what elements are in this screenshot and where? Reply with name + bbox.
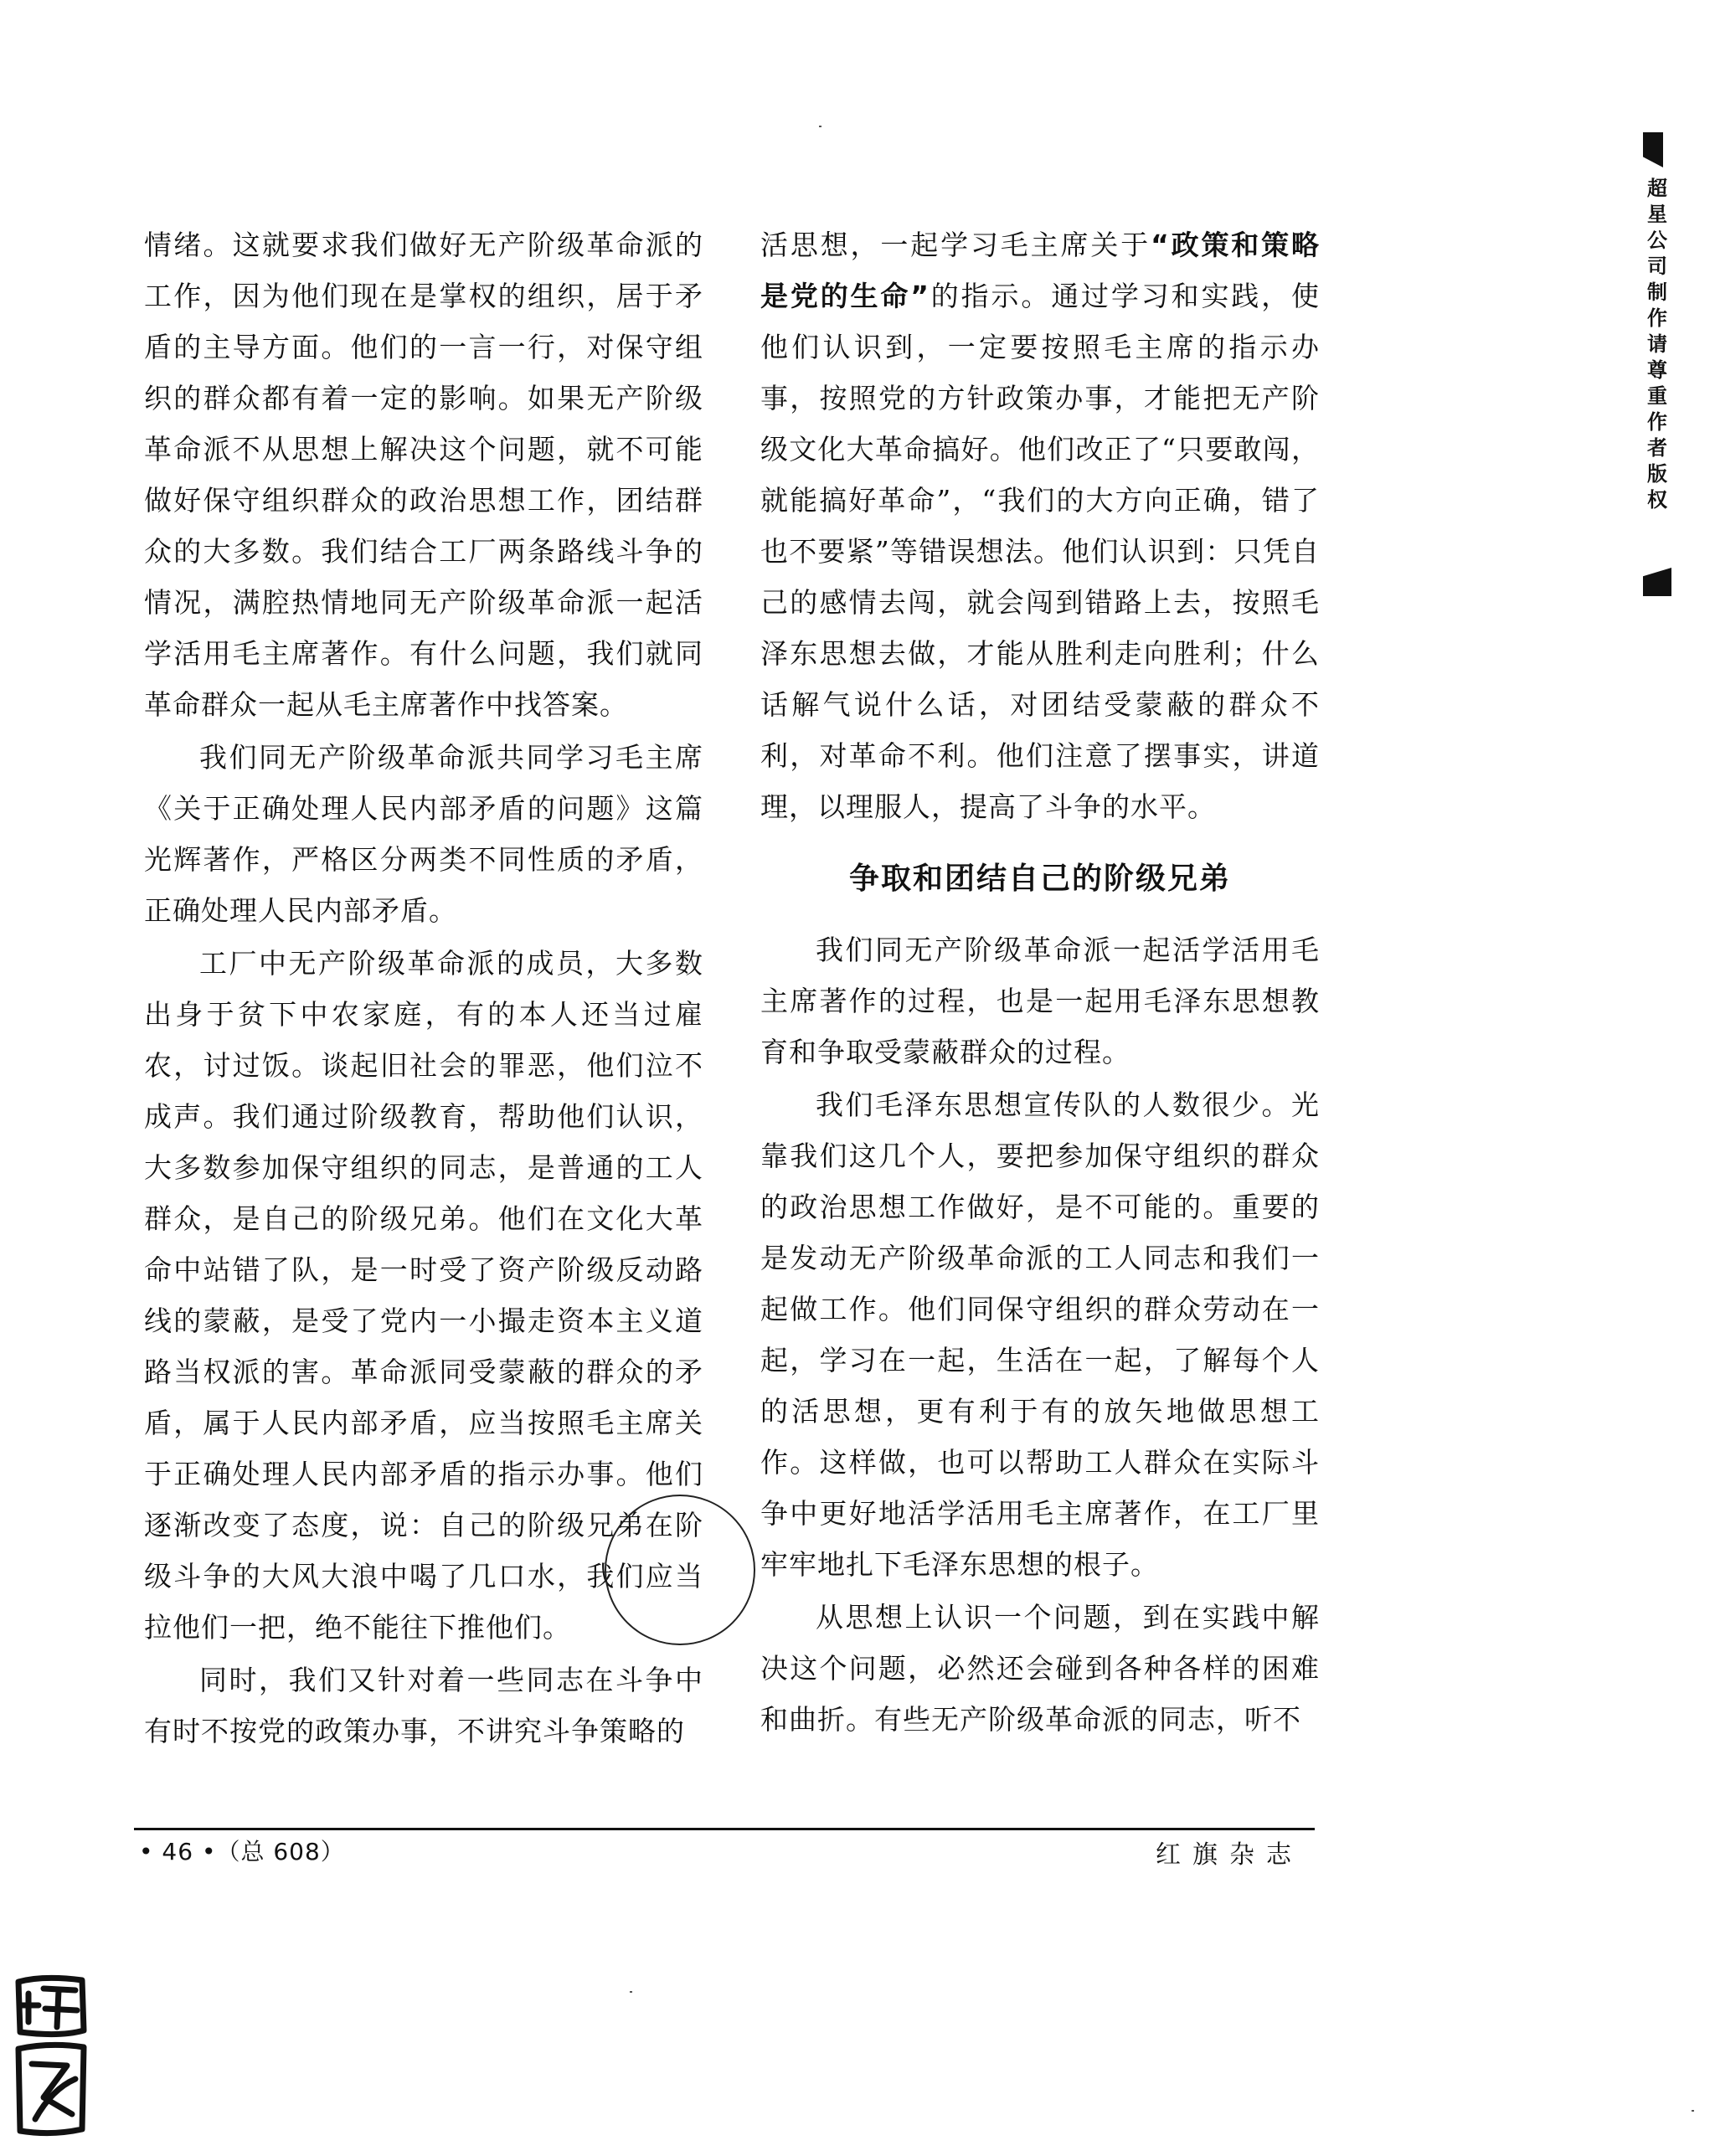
left-paragraph-4: 同时，我们又针对着一些同志在斗争中有时不按党的政策办事，不讲究斗争策略的	[144, 1664, 703, 1747]
page-number: • 46 •（总 608）	[139, 1838, 345, 1865]
copyright-side-notice	[1643, 132, 1676, 635]
right-column	[760, 219, 1320, 1745]
left-paragraph-3: 工厂中无产阶级革命派的成员，大多数出身于贫下中农家庭，有的本人还当过雇农，讨过饭。谈起旧社会的罪恶，他们泣不成声。我们通过阶级教育，帮助他们认识，大多数参加保守组织的同志，是普通的工人群众，是自己的阶级兄弟。他们在文化大革命中站错了队，是一时受了资产阶级反动路线的蒙蔽，是受了党内一小撮走资本主义道路当权派的害。革命派同受蒙蔽的群众的矛盾，属于人民内部矛盾，应当按照毛主席关于正确处理人民内部矛盾的指示办事。他们逐渐改变了态度，说：自己的阶级兄弟在阶级斗争的大风大浪中喝了几口水，我们应当拉他们一把，绝不能往下推他们。	[144, 947, 703, 1644]
left-paragraph-2: 我们同无产阶级革命派共同学习毛主席《关于正确处理人民内部矛盾的问题》这篇光辉著作，严格区分两类不同性质的矛盾，正确处理人民内部矛盾。	[144, 741, 703, 927]
scan-speck	[819, 126, 821, 127]
footer-rule	[134, 1828, 1315, 1830]
side-notice-text: 超星公司制作请尊重作者版权	[1647, 177, 1667, 512]
right-paragraph-1-start: 活思想，一起学习毛主席关于	[760, 229, 1151, 261]
circle-mark	[605, 1495, 755, 1645]
side-notice-top-mark	[1643, 132, 1663, 167]
policy-quote: “政策和策略是党的生命”	[760, 229, 1321, 312]
right-paragraph-1	[760, 219, 1320, 832]
right-paragraph-1-end: 的指示。通过学习和实践，使他们认识到，一定要按照毛主席的指示办事，按照党的方针政策办事，才能把无产阶级文化大革命搞好。他们改正了“只要敢闯，就能搞好革命”，“我们的大方向正确，错了也不要紧”等错误想法。他们认识到：只凭自己的感情去闯，就会闯到错路上去，按照毛泽东思想去做，才能从胜利走向胜利；什么话解气说什么话，对团结受蒙蔽的群众不利，对革命不利。他们注意了摆事实，讲道理，以理服人，提高了斗争的水平。	[760, 280, 1321, 823]
right-paragraph-2: 我们同无产阶级革命派一起活学活用毛主席著作的过程，也是一起用毛泽东思想教育和争取受蒙蔽群众的过程。	[760, 934, 1320, 1068]
right-paragraph-3: 我们毛泽东思想宣传队的人数很少。光靠我们这几个人，要把参加保守组织的群众的政治思想工作做好，是不可能的。重要的是发动无产阶级革命派的工人同志和我们一起做工作。他们同保守组织的群众劳动在一起，学习在一起，生活在一起，了解每个人的活思想，更有利于有的放矢地做思想工作。这样做，也可以帮助工人群众在实际斗争中更好地活学活用毛主席著作，在工厂里牢牢地扎下毛泽东思想的根子。	[760, 1088, 1320, 1581]
seal-stamp-icon	[10, 1972, 90, 2139]
scan-speck	[1692, 2110, 1694, 2112]
right-paragraph-4: 从思想上认识一个问题，到在实践中解决这个问题，必然还会碰到各种各样的困难和曲折。有些无产阶级革命派的同志，听不	[760, 1601, 1320, 1736]
section-heading: 争取和团结自己的阶级兄弟	[848, 862, 1231, 896]
scan-speck	[630, 1991, 632, 1993]
left-paragraph-1: 情绪。这就要求我们做好无产阶级革命派的工作，因为他们现在是掌权的组织，居于矛盾的主导方面。他们的一言一行，对保守组织的群众都有着一定的影响。如果无产阶级革命派不从思想上解决这个问题，就不可能做好保守组织群众的政治思想工作，团结群众的大多数。我们结合工厂两条路线斗争的情况，满腔热情地同无产阶级革命派一起活学活用毛主席著作。有什么问题，我们就同革命群众一起从毛主席著作中找答案。	[144, 229, 703, 721]
journal-name: 红旗杂志	[1156, 1840, 1303, 1870]
side-notice-bottom-mark	[1643, 568, 1671, 596]
